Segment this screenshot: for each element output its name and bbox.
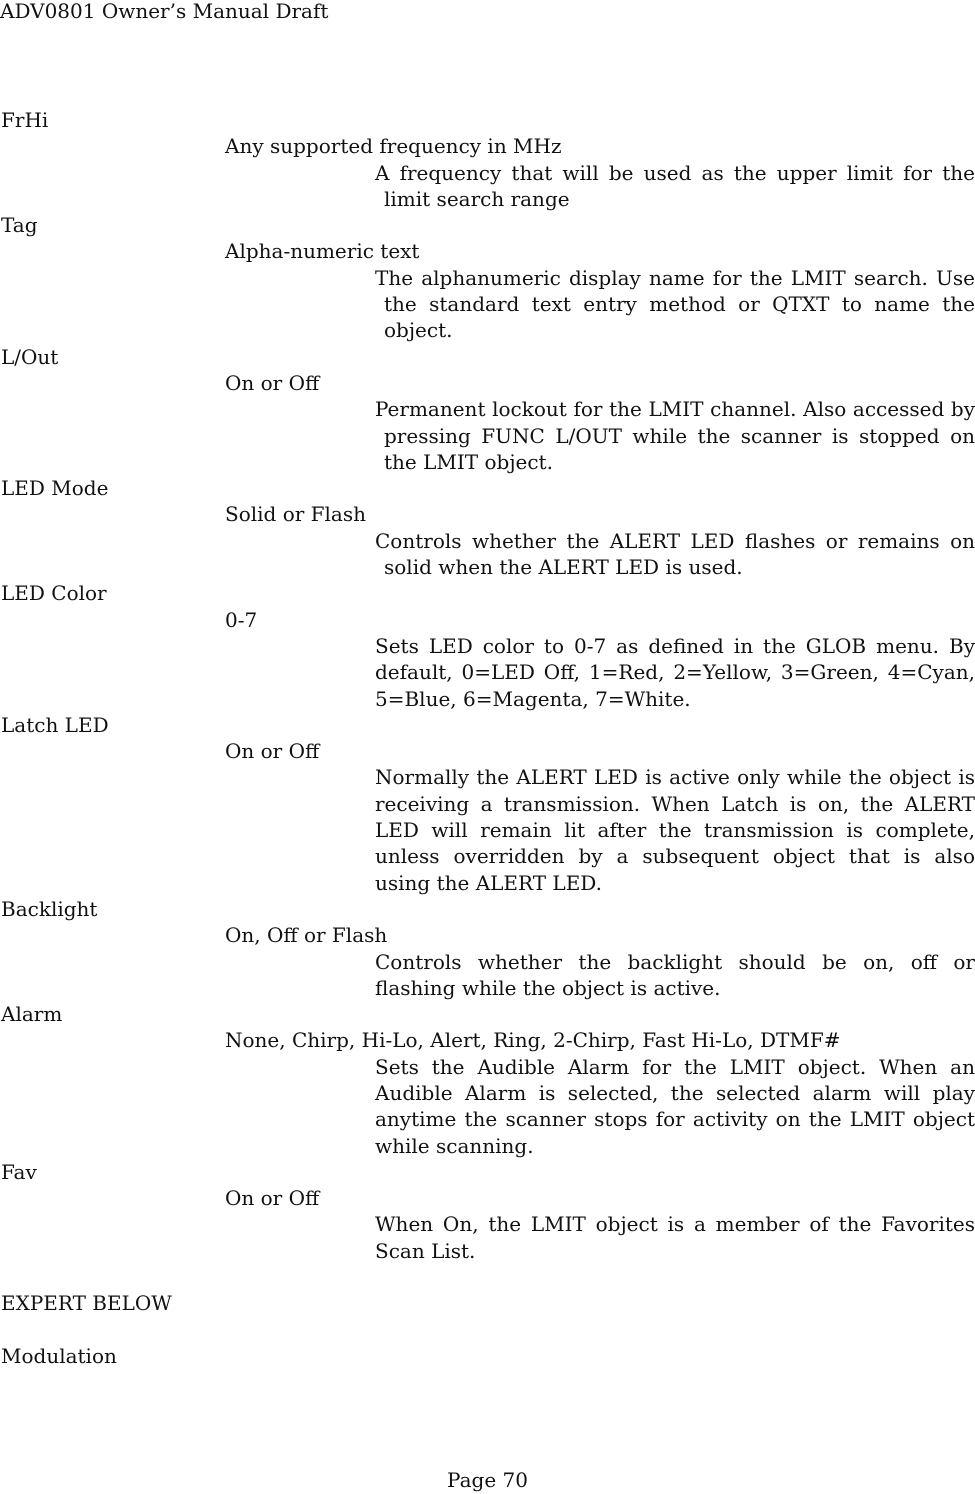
- setting-values: Any supported frequency in MHz: [225, 134, 562, 159]
- setting-values: On or Off: [225, 739, 320, 764]
- modulation-heading: Modulation: [1, 1344, 117, 1368]
- setting-entry-backlight: [0, 896, 975, 1001]
- setting-description: A frequency that will be used as the upper limit for the limit search range: [375, 160, 975, 211]
- setting-description: Normally the ALERT LED is active only while the object is receiving a transmission. When Latch is on, the ALERT LED will remain lit after the transmission is complete, unless overridden by a subsequent object that is also using the ALERT LED.: [375, 765, 975, 895]
- setting-name: Tag: [1, 213, 38, 238]
- setting-entry-lout: [0, 344, 975, 475]
- page-number: Page 70: [447, 1468, 528, 1492]
- setting-values: On, Off or Flash: [225, 923, 388, 948]
- setting-name: LED Mode: [1, 476, 109, 501]
- setting-values: None, Chirp, Hi-Lo, Alert, Ring, 2-Chirp, Fast Hi-Lo, DTMF#: [225, 1028, 841, 1053]
- setting-description: Sets LED color to 0-7 as defined in the GLOB menu. By default, 0=LED Off, 1=Red, 2=Yellow, 3=Green, 4=Cyan, 5=Blue, 6=Magenta, 7=White.: [375, 633, 975, 711]
- settings-list: [0, 107, 975, 1264]
- page-header: ADV0801 Owner’s Manual Draft: [0, 0, 329, 23]
- setting-entry-led-color: [0, 580, 975, 711]
- expert-below-heading: EXPERT BELOW: [1, 1291, 172, 1315]
- setting-description: The alphanumeric display name for the LMIT search. Use the standard text entry method or QTXT to name the object.: [375, 265, 975, 343]
- setting-description: Controls whether the backlight should be on, off or flashing while the object is active.: [375, 949, 975, 1000]
- setting-values: 0-7: [225, 607, 258, 632]
- setting-name: L/Out: [1, 344, 59, 369]
- setting-entry-frhi: [0, 107, 975, 212]
- setting-name: Fav: [1, 1159, 37, 1184]
- setting-description: Permanent lockout for the LMIT channel. Also accessed by pressing FUNC L/OUT while the scanner is stopped on the LMIT object.: [375, 397, 975, 474]
- setting-values: Alpha-numeric text: [225, 239, 420, 264]
- setting-description: Controls whether the ALERT LED flashes or remains on solid when the ALERT LED is used.: [375, 528, 975, 580]
- setting-entry-latch-led: [0, 712, 975, 896]
- setting-name: LED Color: [1, 581, 107, 606]
- setting-name: Backlight: [1, 896, 98, 921]
- setting-entry-alarm: [0, 1001, 975, 1159]
- setting-entry-fav: [0, 1159, 975, 1264]
- setting-name: Latch LED: [1, 712, 109, 737]
- setting-values: On or Off: [225, 370, 320, 395]
- setting-values: Solid or Flash: [225, 502, 366, 527]
- setting-entry-tag: [0, 212, 975, 343]
- setting-description: Sets the Audible Alarm for the LMIT object. When an Audible Alarm is selected, the selected alarm will play anytime the scanner stops for activity on the LMIT object while scanning.: [375, 1054, 975, 1158]
- setting-name: FrHi: [1, 108, 49, 132]
- setting-entry-led-mode: [0, 475, 975, 580]
- setting-values: On or Off: [225, 1186, 320, 1211]
- setting-description: When On, the LMIT object is a member of the Favorites Scan List.: [375, 1212, 975, 1263]
- setting-name: Alarm: [1, 1002, 63, 1027]
